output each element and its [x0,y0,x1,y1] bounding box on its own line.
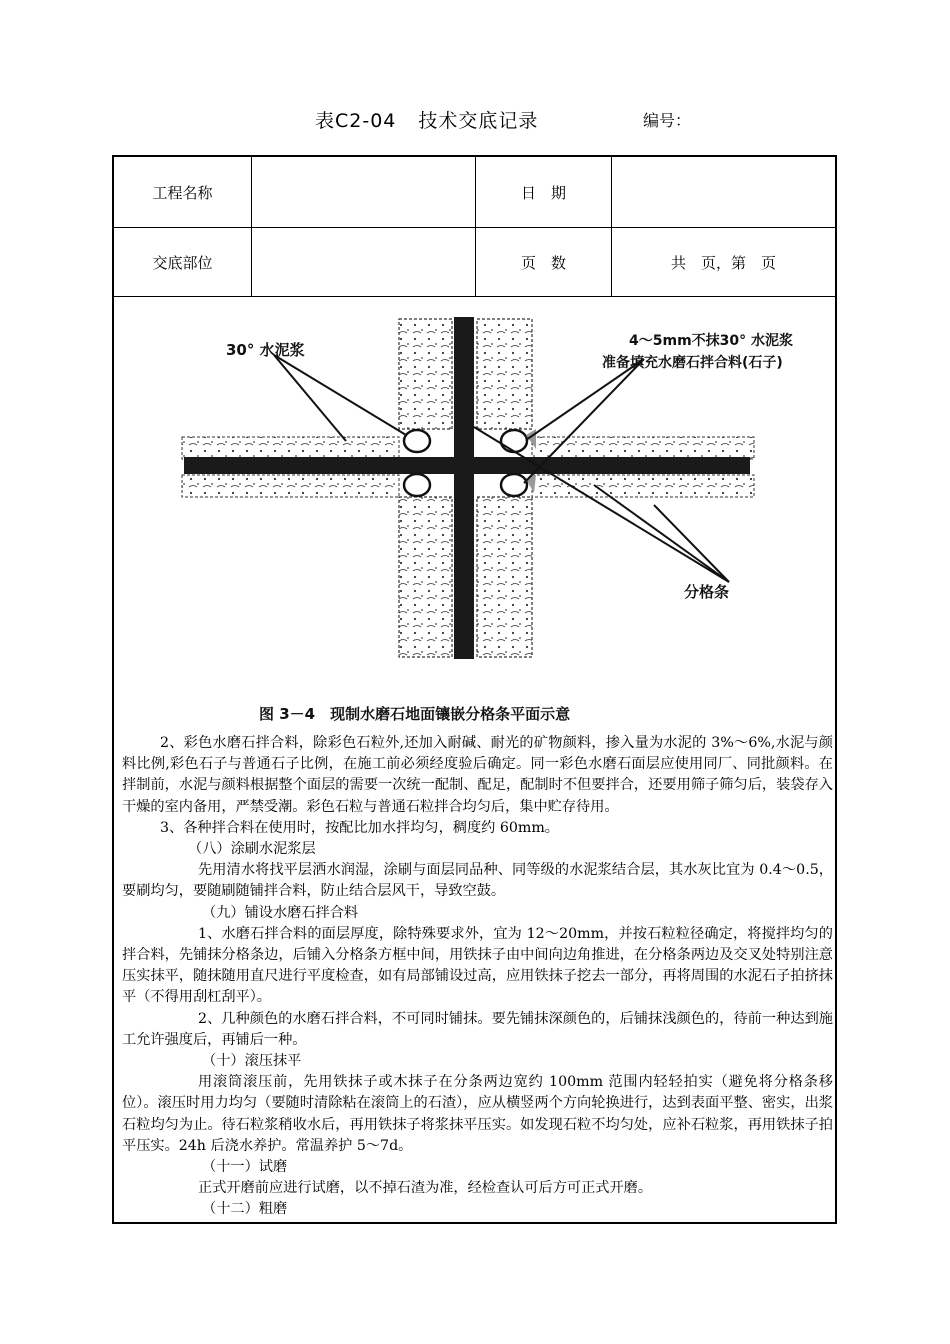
briefing-body-text [122,733,833,1221]
form-title: 技术交底记录 [418,110,539,132]
figure-caption: 图 3－4 现制水磨石地面镶嵌分格条平面示意 [259,705,571,723]
leader-line [526,359,644,440]
body-paragraph: （十一）试磨 [202,1159,288,1176]
stone-fill-zone [477,319,532,429]
project-name-label: 工程名称 [152,183,213,202]
stone-fill-zone [399,319,452,429]
pages-value: 共 页，第 页 [670,253,776,272]
horizontal-divider-strip [184,457,750,474]
body-paragraph: （十二）粗磨 [202,1201,288,1218]
cement-paste-blob [501,430,527,452]
body-paragraph: （十）滚压抹平 [202,1053,302,1070]
leader-line [274,355,406,435]
location-label: 交底部位 [152,253,213,272]
pages-label: 页 数 [520,253,566,272]
cement-paste-blob [404,474,430,496]
body-paragraph: 先用清水将找平层洒水润湿，涂刷与面层同品种、同等级的水泥浆结合层，其水灰比宜为 0.4～0.5，要刷均匀，要随刷随铺拌合料，防止结合层风干，导致空鼓。 [122,862,833,900]
page-title [315,106,538,133]
date-label: 日 期 [520,183,566,202]
body-paragraph: （八）涂刷水泥浆层 [188,841,316,858]
body-paragraph: 2、彩色水磨石拌合料，除彩色石粒外,还加入耐碱、耐光的矿物颜料，掺入量为水泥的 3%～6%,水泥与颜料比例,彩色石子与普通石子比例，在施工前必须经度验后确定。同一彩色水磨石面层应使用同厂、同批颜料。在拌制前，水泥与颜料根据整个面层的需要一次统一配制、配足，配制时不但要拌合，还要用筛子筛匀后，装袋存入干燥的室内备用，严禁受潮。彩色石粒与普通石粒拌合均匀后，集中贮存待用。 [122,735,833,815]
date-field[interactable] [612,157,835,227]
cement-paste-blob [501,474,527,496]
body-paragraph: 2、几种颜色的水磨石拌合料，不可同时铺抹。要先铺抹深颜色的，后铺抹浅颜色的，待前一种达到施工允许强度后，再铺后一种。 [122,1010,833,1048]
location-field[interactable] [252,228,475,296]
label-top-right-1: 4～5mm不抹30° 水泥浆 [629,333,794,349]
label-cement-left: 30° 水泥浆 [226,341,305,359]
leader-line [274,355,346,441]
label-divider: 分格条 [684,583,730,601]
body-paragraph: 3、各种拌合料在使用时，按配比加水拌均匀，稠度约 60mm。 [160,819,559,836]
technical-briefing-form [112,155,837,1224]
serial-number-label: 编号： [643,111,692,130]
body-paragraph: （九）铺设水磨石拌合料 [202,904,359,921]
label-top-right-2: 准备填充水磨石拌合料(石子) [602,355,783,371]
body-paragraph: 1、水磨石拌合料的面层厚度，除特殊要求外，宜为 12～20mm，并按石粒粒径确定，将搅拌均匀的拌合料，先铺抹分格条边，后铺入分格条方框中间，用铁抹子由中间向边角推进，在分格条两边及交叉处特别注意压实抹平，随抹随用直尺进行平度检查，如有局部铺设过高，应用铁抹子挖去一部分，再将周围的水泥石子拍挤抹平（不得用刮杠刮平）。 [122,925,833,1006]
stone-fill-zone [532,475,754,497]
title-row [0,106,950,136]
terrazzo-divider-diagram [174,307,794,727]
stone-fill-zone [399,497,452,657]
vertical-divider-strip [454,317,474,659]
project-name-field[interactable] [252,157,475,227]
leader-line [594,485,729,582]
cement-paste-blob [404,430,430,452]
stone-fill-zone [477,497,532,657]
body-paragraph: 正式开磨前应进行试磨，以不掉石渣为准，经检查认可后方可正式开磨。 [198,1180,653,1197]
stone-fill-zone [182,475,399,497]
row-divider [114,296,835,297]
form-code: 表C2-04 [315,110,397,132]
body-paragraph: 用滚筒滚压前，先用铁抹子或木抹子在分条两边宽约 100mm 范围内轻轻拍实（避免将分格条移位）。滚压时用力均匀（要随时清除粘在滚筒上的石渣），应从横竖两个方向轮换进行，达到表面平整、密实，出浆石粒均匀为止。待石粒浆稍收水后，再用铁抹子将浆抹平压实。如发现石粒不均匀处，应补石粒浆，再用铁抹子拍平压实。24h 后浇水养护。常温养护 5～7d。 [122,1074,833,1154]
stone-fill-zone [182,437,399,459]
